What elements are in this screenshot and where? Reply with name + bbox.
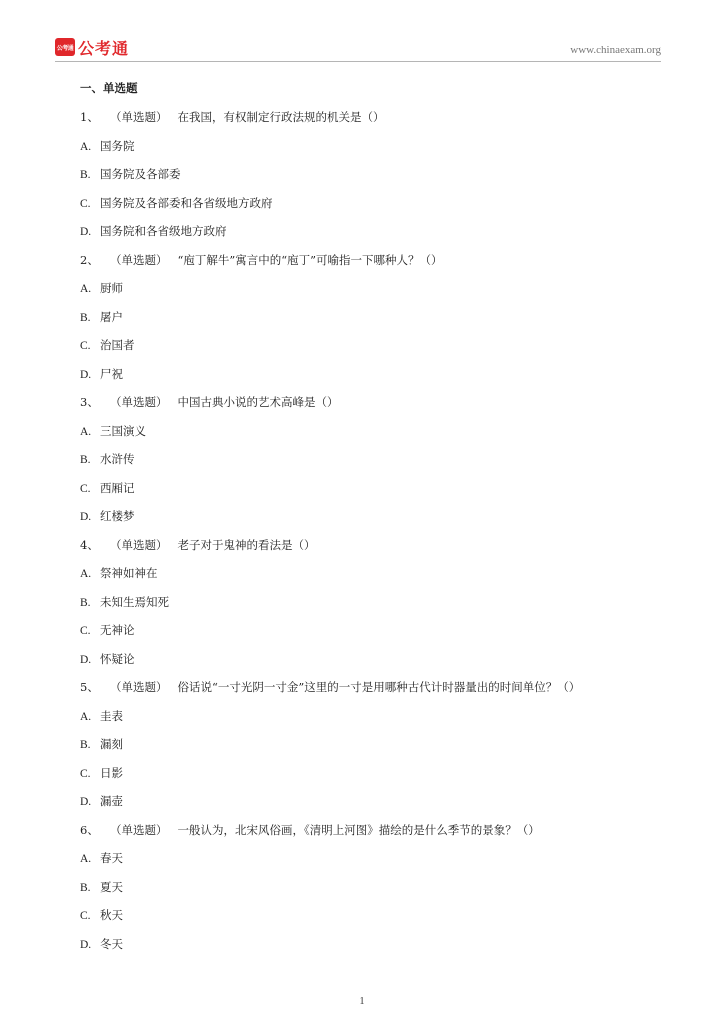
option-text: 未知生焉知死 xyxy=(100,594,169,609)
question-number: 1、 xyxy=(80,110,99,124)
option-letter: C. xyxy=(80,482,91,495)
answer-option[interactable] xyxy=(80,449,680,478)
answer-option[interactable] xyxy=(80,193,680,222)
header-divider xyxy=(55,61,661,62)
answer-option[interactable] xyxy=(80,478,680,507)
question-text: 一般认为，北宋风俗画，《清明上河图》描绘的是什么季节的景象？（） xyxy=(177,822,540,837)
option-text: 秋天 xyxy=(100,908,123,922)
question-type: （单选题） xyxy=(110,822,168,837)
option-letter: A. xyxy=(80,568,92,580)
option-letter: C. xyxy=(80,625,91,637)
option-letter: D. xyxy=(80,938,92,951)
answer-option[interactable] xyxy=(80,791,680,820)
option-letter: C. xyxy=(80,767,91,780)
answer-option[interactable] xyxy=(80,421,680,450)
question-type: （单选题） xyxy=(110,537,168,552)
question-type: （单选题） xyxy=(110,395,168,409)
page-number: 1 xyxy=(359,996,365,1007)
option-text: 夏天 xyxy=(100,879,123,894)
option-letter: C. xyxy=(80,340,91,352)
option-letter: B. xyxy=(80,596,91,609)
option-letter: D. xyxy=(80,796,92,808)
answer-option[interactable] xyxy=(80,592,680,621)
option-letter: A. xyxy=(80,425,92,438)
option-text: 国务院和各省级地方政府 xyxy=(100,224,227,238)
option-letter: C. xyxy=(80,197,91,210)
question-stem xyxy=(80,107,680,136)
option-text: 漏刻 xyxy=(100,737,123,751)
option-letter: A. xyxy=(80,710,92,723)
option-text: 国务院 xyxy=(100,138,135,153)
section-title: 一、单选题 xyxy=(80,81,138,95)
option-text: 冬天 xyxy=(100,936,123,951)
option-text: 国务院及各部委 xyxy=(100,167,181,181)
answer-option[interactable] xyxy=(80,164,680,193)
option-letter: B. xyxy=(80,169,91,181)
option-text: 漏壶 xyxy=(100,794,123,808)
question-text: 在我国，有权制定行政法规的机关是（） xyxy=(177,110,385,124)
question-stem xyxy=(80,250,680,279)
answer-option[interactable] xyxy=(80,307,680,336)
question-number: 6、 xyxy=(80,822,99,837)
logo-text: 公考通 xyxy=(78,38,130,58)
brand-logo[interactable] xyxy=(55,36,129,58)
answer-option[interactable] xyxy=(80,763,680,792)
question-stem xyxy=(80,820,680,849)
option-letter: B. xyxy=(80,311,91,324)
option-letter: D. xyxy=(80,653,92,666)
option-letter: A. xyxy=(80,140,92,153)
question-number: 4、 xyxy=(80,537,99,552)
option-text: 怀疑论 xyxy=(100,651,135,666)
answer-option[interactable] xyxy=(80,221,680,250)
answer-option[interactable] xyxy=(80,335,680,364)
question-type: （单选题） xyxy=(110,110,168,124)
option-text: 圭表 xyxy=(100,708,123,723)
question-text: “庖丁解牛”寓言中的“庖丁”可喻指一下哪种人？（） xyxy=(177,252,443,267)
question-number: 3、 xyxy=(80,395,99,409)
page-header xyxy=(55,36,661,60)
option-text: 春天 xyxy=(100,851,123,865)
option-letter: A. xyxy=(80,853,92,865)
question-stem xyxy=(80,535,680,564)
option-text: 无神论 xyxy=(100,623,135,637)
answer-option[interactable] xyxy=(80,877,680,906)
answer-option[interactable] xyxy=(80,563,680,592)
answer-option[interactable] xyxy=(80,506,680,535)
answer-option[interactable] xyxy=(80,364,680,393)
option-text: 国务院及各部委和各省级地方政府 xyxy=(100,195,273,210)
option-letter: B. xyxy=(80,454,91,466)
answer-option[interactable] xyxy=(80,848,680,877)
option-text: 三国演义 xyxy=(100,423,146,438)
answer-option[interactable] xyxy=(80,278,680,307)
answer-option[interactable] xyxy=(80,734,680,763)
question-text: 老子对于鬼神的看法是（） xyxy=(177,537,316,552)
option-text: 尸祝 xyxy=(100,366,123,381)
logo-badge-icon: 公考通 xyxy=(55,38,75,56)
site-url[interactable]: www.chinaexam.org xyxy=(570,44,661,56)
option-text: 屠户 xyxy=(100,309,123,324)
question-list xyxy=(80,107,680,962)
question-stem xyxy=(80,677,680,706)
option-letter: D. xyxy=(80,511,92,523)
answer-option[interactable] xyxy=(80,934,680,963)
option-letter: D. xyxy=(80,368,92,381)
option-letter: B. xyxy=(80,881,91,894)
question-type: （单选题） xyxy=(110,680,168,694)
answer-option[interactable] xyxy=(80,905,680,934)
answer-option[interactable] xyxy=(80,620,680,649)
option-letter: B. xyxy=(80,739,91,751)
question-stem xyxy=(80,392,680,421)
option-text: 祭神如神在 xyxy=(100,566,158,580)
answer-option[interactable] xyxy=(80,136,680,165)
option-text: 治国者 xyxy=(100,338,135,352)
question-number: 2、 xyxy=(80,252,99,267)
option-letter: D. xyxy=(80,226,92,238)
question-type: （单选题） xyxy=(110,252,168,267)
option-letter: C. xyxy=(80,910,91,922)
option-text: 水浒传 xyxy=(100,452,135,466)
question-number: 5、 xyxy=(80,680,99,694)
question-text: 中国古典小说的艺术高峰是（） xyxy=(177,395,339,409)
answer-option[interactable] xyxy=(80,706,680,735)
option-text: 日影 xyxy=(100,765,123,780)
option-text: 厨师 xyxy=(100,281,123,295)
option-text: 红楼梦 xyxy=(100,509,135,523)
answer-option[interactable] xyxy=(80,649,680,678)
question-text: 俗话说“一寸光阴一寸金”这里的一寸是用哪种古代计时器量出的时间单位？（） xyxy=(177,680,581,694)
option-letter: A. xyxy=(80,283,92,295)
option-text: 西厢记 xyxy=(100,480,135,495)
